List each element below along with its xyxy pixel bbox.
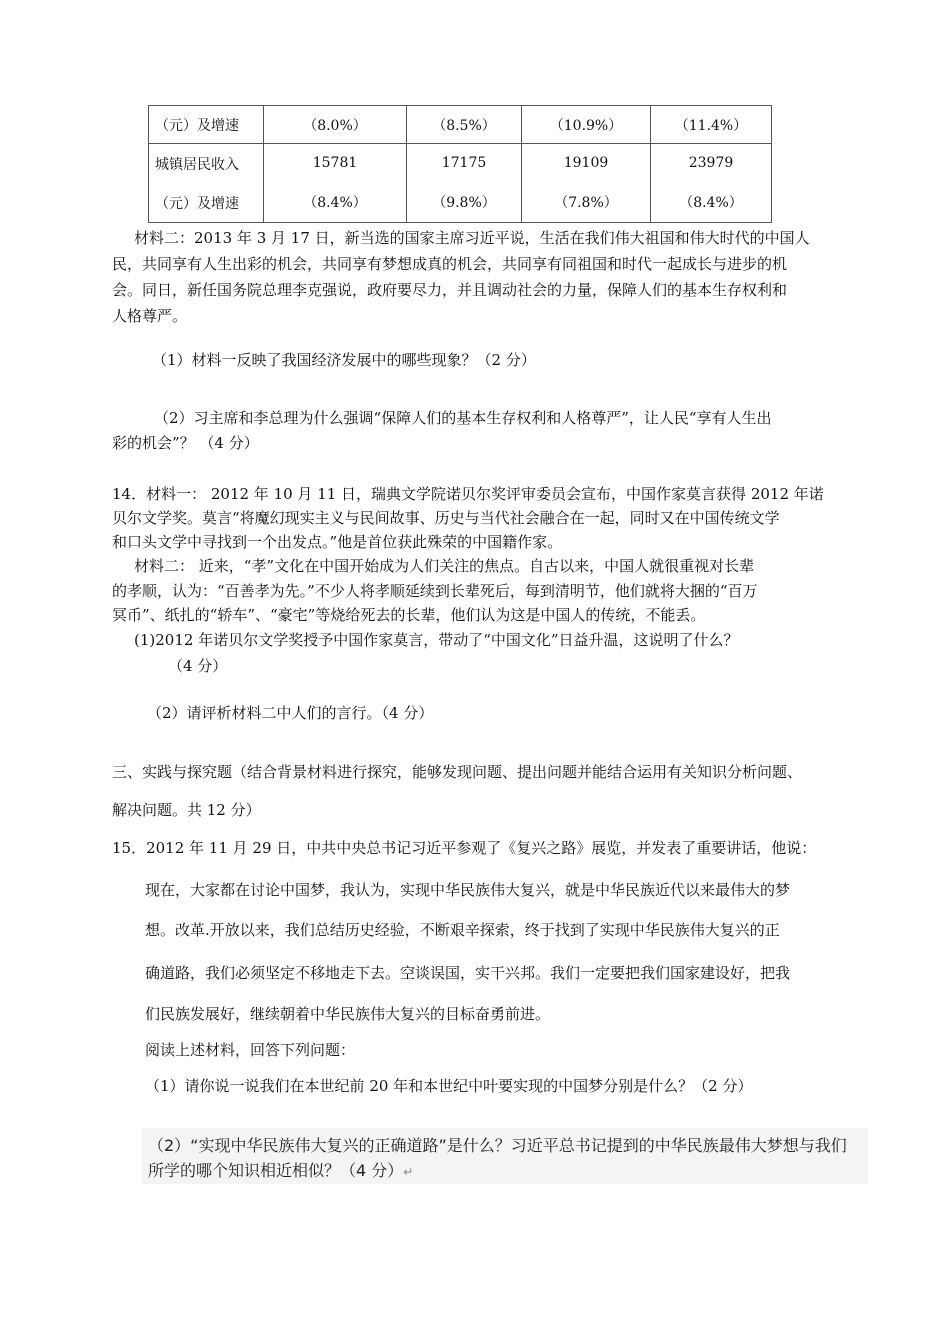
table-cell: （10.9%） (522, 106, 651, 144)
table-row (149, 106, 772, 144)
question-14-line: 和口头文学中寻找到一个出发点。”他是首位获此殊荣的中国籍作家。 (112, 533, 563, 551)
question-15-2-image (142, 1128, 868, 1184)
material2-line: 民，共同享有人生出彩的机会，共同享有梦想成真的机会，共同享有同祖国和时代一起成长与进步的机 (112, 255, 788, 273)
row-label-top: 城镇居民收入 (155, 156, 239, 173)
question-13-2: 彩的机会”？ （4 分） (112, 434, 259, 452)
table-row (149, 144, 772, 223)
value: 17175 (441, 154, 487, 171)
question-14-line: 贝尔文学奖。莫言“将魔幻现实主义与民间故事、历史与当代社会融合在一起，同时又在中国传统文学 (112, 509, 780, 527)
table-cell (264, 144, 407, 223)
question-15: 15．2012 年 11 月 29 日，中共中央总书记习近平参观了《复兴之路》展览，并发表了重要讲话，他说： (112, 839, 817, 857)
question-14-2: （2）请评析材料二中人们的言行。（4 分） (147, 704, 434, 722)
quote-line: 们民族发展好，继续朝着中华民族伟大复兴的目标奋勇前进。 (145, 1005, 551, 1023)
value: 23979 (688, 154, 734, 171)
return-mark-icon: ↵ (403, 1165, 414, 1179)
material2-line: 会。同日，新任国务院总理李克强说，政府要尽力，并且调动社会的力量，保障人们的基本生存权利和 (112, 281, 788, 299)
quote-line: 确道路，我们必须坚定不移地走下去。空谈误国，实干兴邦。我们一定要把我们国家建设好，把我 (145, 964, 791, 982)
question-13-1: （1）材料一反映了我国经济发展中的哪些现象？（2 分） (152, 351, 536, 369)
question-15-2-line: 所学的哪个知识相近相似？（4 分） (148, 1161, 404, 1180)
quote-line: 现在，大家都在讨论中国梦，我认为，实现中华民族伟大复兴，就是中华民族近代以来最伟大的梦 (145, 881, 791, 899)
section-3-title: 三、实践与探究题（结合背景材料进行探究，能够发现问题、提出问题并能结合运用有关知识分析问题、 (112, 763, 803, 781)
question-14-line: 14．材料一： 2012 年 10 月 11 日，瑞典文学院诺贝尔奖评审委员会宣布，中国作家莫言获得 2012 年诺 (112, 485, 824, 503)
row-label (149, 144, 264, 223)
value: 15781 (312, 154, 358, 171)
row-label-bottom: （元）及增速 (155, 195, 239, 212)
quote-line: 想。改革.开放以来，我们总结历史经验，不断艰辛探索，终于找到了实现中华民族伟大复兴的正 (145, 921, 780, 939)
table-cell (651, 144, 772, 223)
question-15-2-line: （2）“实现中华民族伟大复兴的正确道路”是什么？习近平总书记提到的中华民族最伟大梦想与我们 (148, 1136, 847, 1155)
rate: （8.4%） (303, 194, 367, 211)
section-3-title: 解决问题。共 12 分） (112, 801, 261, 819)
table-cell (522, 144, 651, 223)
question-13-2: （2）习主席和李总理为什么强调“保障人们的基本生存权利和人格尊严”，让人民“享有人生出 (154, 409, 772, 427)
rate: （7.8%） (554, 194, 618, 211)
rate: （9.8%） (432, 194, 496, 211)
income-table (148, 105, 772, 223)
question-14-line: 的孝顺，认为：“百善孝为先。”不少人将孝顺延续到长辈死后，每到清明节，他们就将大捆的“百万 (112, 582, 758, 600)
rate: （8.4%） (679, 194, 743, 211)
question-14-1-score: （4 分） (168, 657, 228, 675)
row-label: （元）及增速 (149, 106, 264, 144)
value: 19109 (563, 154, 609, 171)
question-15-1: （1）请你说一说我们在本世纪前 20 年和本世纪中叶要实现的中国梦分别是什么？（2 分） (145, 1077, 753, 1095)
material2-line: 人格尊严。 (112, 307, 188, 325)
table-cell (407, 144, 522, 223)
table-cell: （8.5%） (407, 106, 522, 144)
question-14-line: 材料二： 近来，“孝”文化在中国开始成为人们关注的焦点。自古以来，中国人就很重视对长辈 (134, 557, 755, 575)
question-14-1: (1)2012 年诺贝尔文学奖授予中国作家莫言，带动了“中国文化”日益升温，这说明了什么？ (134, 631, 739, 649)
material2-line: 材料二：2013 年 3 月 17 日，新当选的国家主席习近平说，生活在我们伟大祖国和伟大时代的中国人 (134, 229, 810, 247)
table-cell: （8.0%） (264, 106, 407, 144)
question-14-line: 冥币”、纸扎的“轿车”、“豪宅”等烧给死去的长辈，他们认为这是中国人的传统，不能丢。 (112, 606, 706, 624)
reading-prompt: 阅读上述材料，回答下列问题： (145, 1041, 356, 1059)
table-cell: （11.4%） (651, 106, 772, 144)
